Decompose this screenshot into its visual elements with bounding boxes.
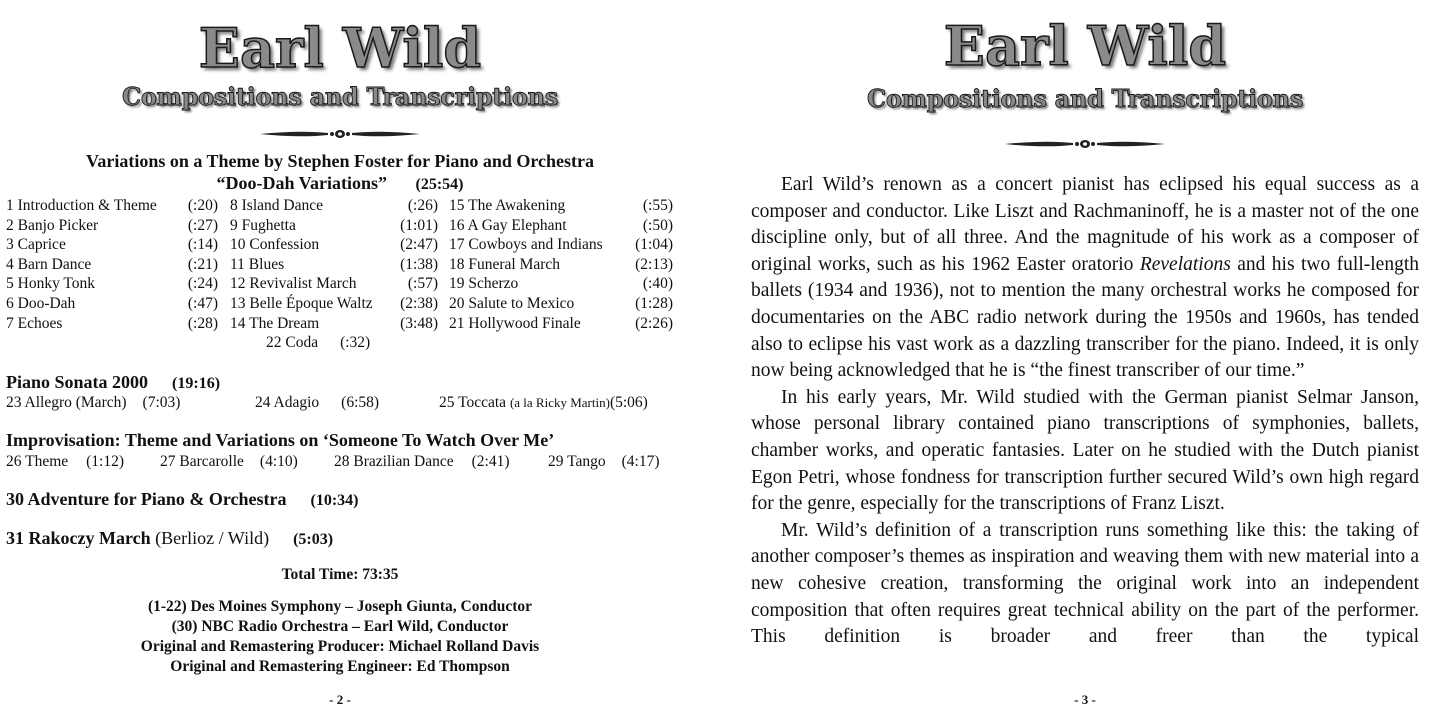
track-duration: (:26) [407, 197, 438, 214]
track-duration: (3:48) [400, 314, 438, 332]
track-duration: (:21) [187, 255, 218, 273]
track-name: 29 Tango [548, 453, 606, 470]
track-28 [334, 453, 510, 471]
track-duration: (:47) [187, 295, 218, 312]
adventure-row [6, 489, 358, 510]
work1-subtitle: “Doo-Dah Variations” [216, 173, 388, 193]
track-name: 26 Theme [6, 453, 69, 470]
track-duration: (2:41) [471, 453, 510, 470]
track-29 [548, 453, 660, 471]
track-duration: (2:13) [635, 255, 673, 273]
track-name: 10 Confession [230, 236, 320, 254]
improv-title: Improvisation: Theme and Variations on ‘Someone To Watch Over Me’ [6, 430, 555, 450]
track-name: 21 Hollywood Finale [449, 314, 581, 332]
track-name: 5 Honky Tonk [6, 275, 96, 293]
track-duration: (:55) [642, 197, 673, 214]
track-name: 8 Island Dance [230, 197, 323, 214]
brand-title: Earl Wild [943, 14, 1227, 78]
track-duration: (:50) [642, 216, 673, 234]
track-duration: (:14) [187, 236, 218, 254]
track-name: 18 Funeral March [449, 255, 561, 273]
track-name: 24 Adagio [255, 394, 320, 411]
work1-subtitle-row [0, 173, 680, 194]
track-duration: (:27) [187, 216, 218, 234]
track-duration: (2:26) [635, 314, 673, 332]
track-name: 19 Scherzo [449, 275, 519, 293]
adventure-title: 30 Adventure for Piano & Orchestra [6, 489, 287, 509]
paragraph-1-part-b: and his two full-length ballets (1934 and 1936), not to mention the many orchestral works he composed for documentaries on the ABC radio network during the 1950s and 1960s, has tended also to eclipse his vast work as a dazzling transcriber for the piano. Indeed, it is only now being acknowledged that he is “the finest transcriber of our time.” [751, 253, 1419, 382]
credits-block [0, 597, 680, 677]
total-time: Total Time: 73:35 [281, 566, 399, 583]
brand-title: Earl Wild [198, 16, 482, 80]
track-22 [266, 334, 370, 352]
track-note: (a la Ricky Martin) [509, 395, 610, 410]
credit-line: Original and Remastering Engineer: Ed Thompson [170, 658, 510, 675]
biography-text [751, 172, 1419, 651]
track-name: 14 The Dream [230, 314, 320, 332]
track-list [6, 197, 676, 352]
track-name: 7 Echoes [6, 314, 63, 332]
track-name: 17 Cowboys and Indians [449, 236, 603, 254]
left-page [0, 0, 680, 712]
paragraph-2: In his early years, Mr. Wild studied with the German pianist Selmar Janson, whose personal library contained piano transcriptions of symphonies, ballets, chamber works, and operatic fantasies. Later on he studied with the Dutch pianist Egon Petri, whose fondness for transcription further secured Wild’s own high regard for the genre, especially for the transcriptions of Franz Liszt. [751, 386, 1419, 515]
credit-line: (1-22) Des Moines Symphony – Joseph Giunta, Conductor [147, 598, 533, 615]
track-duration: (4:10) [259, 453, 298, 470]
track-duration: (:32) [340, 334, 371, 352]
rakoczy-composer: (Berlioz / Wild) [155, 528, 270, 548]
track-24 [255, 394, 379, 412]
track-duration: (:20) [187, 197, 218, 214]
credit-line: (30) NBC Radio Orchestra – Earl Wild, Conductor [171, 618, 509, 635]
sonata-title: Piano Sonata 2000 [6, 372, 149, 392]
paragraph-3: Mr. Wild’s definition of a transcription runs something like this: the taking of another composer’s themes as inspiration and weaving them with new material into a new cohesive creation, transforming the original work into an independent composition that often requires great technical ability on the part of the performer. This definition is broader and freer than the typical [751, 519, 1419, 648]
page-number: - 3 - [1074, 692, 1096, 707]
track-name: 25 Toccata [439, 394, 507, 411]
ornament-divider-icon [260, 128, 420, 140]
track-duration: (1:04) [635, 236, 673, 254]
track-name: 1 Introduction & Theme [6, 197, 157, 214]
track-duration: (1:28) [635, 295, 673, 312]
track-name: 3 Caprice [6, 236, 66, 254]
track-name: 27 Barcarolle [160, 453, 244, 470]
work1-duration: (25:54) [415, 176, 464, 193]
track-name: 13 Belle Époque Waltz [230, 295, 373, 312]
track-name: 9 Fughetta [230, 216, 296, 234]
track-25 [439, 394, 648, 412]
track-duration: (:40) [642, 275, 673, 293]
right-page [740, 0, 1430, 712]
rakoczy-title: 31 Rakoczy March [6, 528, 151, 548]
track-name: 4 Barn Dance [6, 255, 92, 273]
rakoczy-duration: (5:03) [293, 531, 334, 548]
track-duration: (7:03) [142, 394, 181, 411]
page-number: - 2 - [329, 692, 351, 707]
work1-title: Variations on a Theme by Stephen Foster for Piano and Orchestra [85, 151, 595, 171]
track-duration: (1:12) [86, 453, 125, 470]
track-duration: (5:06) [609, 394, 648, 411]
track-duration: (4:17) [621, 453, 660, 470]
track-duration: (:28) [187, 314, 218, 332]
track-duration: (1:01) [400, 216, 438, 234]
track-name: 2 Banjo Picker [6, 216, 99, 234]
sonata-duration: (19:16) [172, 375, 221, 392]
paragraph-1-part-a: Earl Wild’s renown as a concert pianist has eclipsed his equal success as a composer and conductor. Like Liszt and Rachmaninoff, he is a master not of the one discipline only, but of all three. And the magnitude of his work as a composer of original works, such as his 1962 Easter oratorio [751, 174, 1419, 275]
track-name: 22 Coda [266, 334, 319, 352]
brand-subtitle: Compositions and Transcriptions [867, 84, 1303, 113]
track-name: 20 Salute to Mexico [449, 295, 575, 312]
track-name: 12 Revivalist March [230, 275, 357, 293]
track-name: 16 A Gay Elephant [449, 216, 567, 234]
sonata-title-row [6, 372, 220, 393]
track-duration: (:24) [187, 275, 218, 293]
track-name: 28 Brazilian Dance [334, 453, 454, 470]
track-name: 11 Blues [230, 255, 285, 273]
track-duration: (2:47) [400, 236, 438, 254]
track-duration: (6:58) [341, 394, 380, 411]
track-duration: (1:38) [400, 255, 438, 273]
rakoczy-row [6, 528, 333, 549]
paragraph-1 [751, 172, 1419, 385]
track-27 [160, 453, 298, 471]
ornament-divider-icon [1005, 138, 1165, 150]
brand-subtitle: Compositions and Transcriptions [122, 82, 558, 111]
track-duration: (2:38) [400, 295, 438, 312]
track-name: 6 Doo-Dah [6, 295, 76, 312]
work-title-revelations: Revelations [1139, 253, 1231, 275]
track-name: 23 Allegro (March) [6, 394, 127, 411]
track-23 [6, 394, 180, 412]
track-name: 15 The Awakening [449, 197, 566, 214]
track-duration: (:57) [407, 275, 438, 293]
adventure-duration: (10:34) [310, 492, 359, 509]
track-26 [6, 453, 124, 471]
credit-line: Original and Remastering Producer: Michael Rolland Davis [140, 638, 540, 655]
